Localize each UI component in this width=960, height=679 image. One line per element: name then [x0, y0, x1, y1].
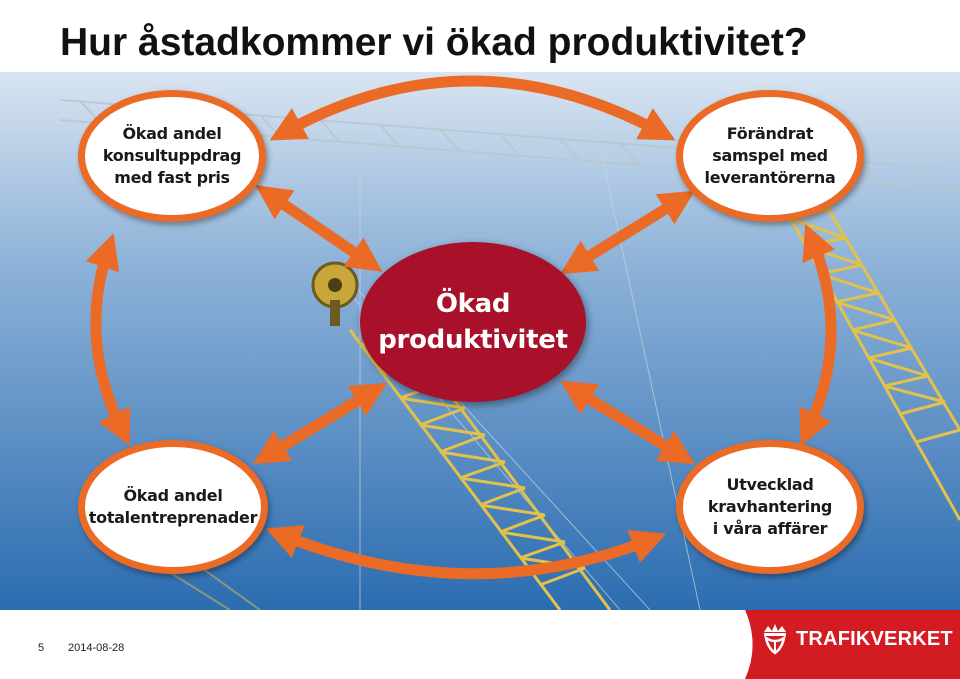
node-label: Utvecklad kravhantering i våra affärer — [707, 475, 833, 538]
slide-title: Hur åstadkommer vi ökad produktivitet? — [60, 21, 808, 64]
center-node-label: Ökad produktivitet — [378, 289, 568, 355]
node-fixed-price-consulting — [78, 90, 266, 222]
node-design-build-contracts — [78, 440, 268, 574]
arrow-diag-bottom-right — [575, 390, 680, 455]
node-label: Ökad andel totalentreprenader — [88, 486, 258, 527]
arrow-top — [285, 81, 660, 132]
trafikverket-logo — [760, 622, 953, 656]
arrow-left — [96, 250, 122, 430]
node-label: Förändrat samspel med leverantörerna — [704, 124, 836, 187]
arrow-diag-bottom-left — [268, 392, 372, 455]
node-label: Ökad andel konsultuppdrag med fast pris — [102, 124, 242, 187]
logo-text: TRAFIKVERKET — [796, 627, 953, 650]
center-node-productivity — [360, 242, 586, 402]
slide-date: 2014-08-28 — [68, 642, 125, 654]
crown-icon — [760, 622, 790, 656]
node-requirements-management — [676, 440, 864, 574]
arrow-diag-top-right — [575, 200, 680, 265]
arrow-right — [808, 240, 831, 430]
arrow-diag-top-left — [270, 195, 368, 262]
slide-number: 5 — [38, 642, 45, 654]
arrow-bottom — [282, 535, 650, 574]
node-supplier-collaboration — [676, 90, 864, 222]
